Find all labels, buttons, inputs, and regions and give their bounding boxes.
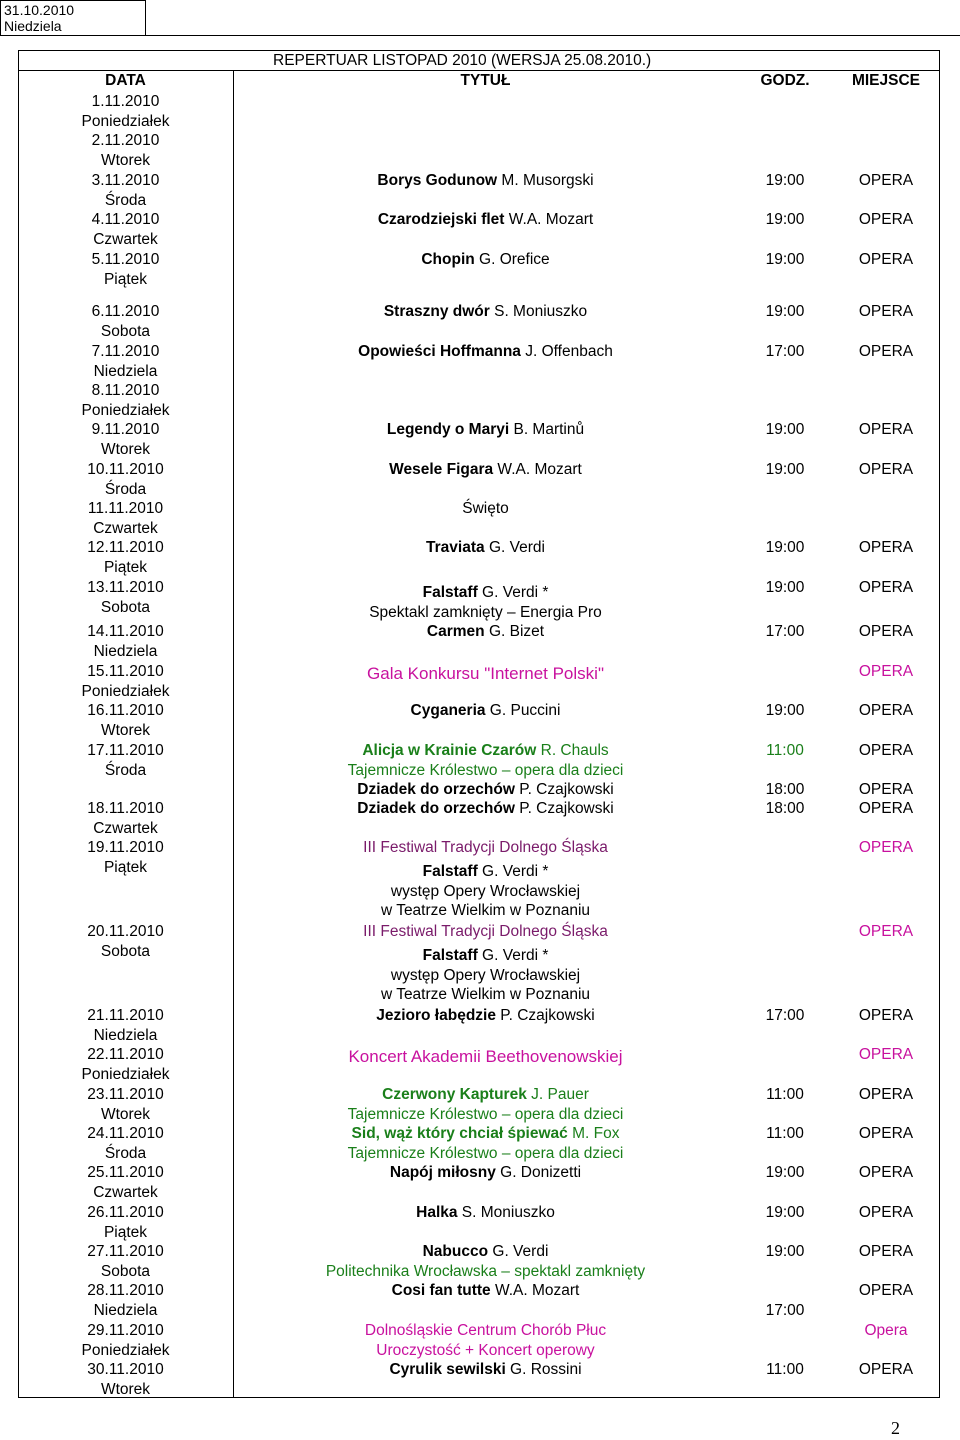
- event-title-name: Cyrulik sewilski: [389, 1361, 506, 1378]
- row-day: Wtorek: [100, 722, 151, 739]
- event-venue: OPERA: [858, 1046, 914, 1063]
- event-time: 17:00: [765, 1302, 805, 1319]
- event-title-composer: J. Offenbach: [520, 343, 613, 360]
- row-date: 22.11.2010: [87, 1046, 164, 1063]
- row-day: Niedziela: [93, 1302, 158, 1319]
- event-title-name: Legendy o Maryi: [386, 421, 510, 438]
- event-venue: OPERA: [858, 303, 914, 320]
- event-venue: OPERA: [858, 663, 914, 680]
- row-day: Niedziela: [93, 643, 158, 660]
- event-title-composer: W.A. Mozart: [490, 1282, 580, 1299]
- event-title-composer: G. Bizet: [484, 623, 545, 640]
- event-title-name: Falstaff: [422, 584, 478, 601]
- col-header-date: DATA: [105, 72, 146, 89]
- col-divider: [233, 70, 234, 1398]
- row-day: Wtorek: [100, 1381, 151, 1398]
- row-day: Poniedziałek: [81, 1342, 170, 1359]
- event-venue: OPERA: [858, 251, 914, 268]
- event-title-composer: G. Orefice: [474, 251, 550, 268]
- header-day: Niedziela: [4, 18, 62, 34]
- event-time: 19:00: [765, 1164, 805, 1181]
- event-title: [233, 1085, 738, 1104]
- row-date: 30.11.2010: [87, 1361, 164, 1378]
- row-day: Czwartek: [93, 231, 158, 248]
- event-title-composer: G. Verdi *: [477, 947, 549, 964]
- event-title-name: Cosi fan tutte: [391, 1282, 491, 1299]
- event-time: 19:00: [765, 211, 805, 228]
- event-title-composer: G. Verdi *: [477, 863, 549, 880]
- event-title-composer: S. Moniuszko: [457, 1204, 555, 1221]
- event-title: Święto: [462, 500, 509, 517]
- event-time: 19:00: [765, 172, 805, 189]
- row-date: 16.11.2010: [87, 702, 164, 719]
- event-title: [233, 622, 738, 641]
- event-title-composer: G. Rossini: [505, 1361, 582, 1378]
- row-date: 14.11.2010: [87, 623, 164, 640]
- event-venue: OPERA: [858, 839, 914, 856]
- event-time: 11:00: [766, 742, 804, 759]
- event-title: Dolnośląskie Centrum Chorób Płuc: [364, 1322, 607, 1339]
- event-title-composer: M. Musorgski: [497, 172, 594, 189]
- event-venue: OPERA: [858, 1086, 914, 1103]
- event-title: Gala Konkursu "Internet Polski": [367, 664, 604, 683]
- row-date: 1.11.2010: [91, 93, 160, 110]
- row-date: 24.11.2010: [87, 1125, 164, 1142]
- row-day: Środa: [104, 192, 147, 209]
- event-title: [233, 946, 738, 965]
- event-venue: OPERA: [858, 923, 914, 940]
- row-date: 9.11.2010: [91, 421, 160, 438]
- event-time: 17:00: [765, 623, 805, 640]
- row-date: 20.11.2010: [87, 923, 164, 940]
- row-day: Czwartek: [93, 1184, 158, 1201]
- event-note: Tajemnicze Królestwo – opera dla dzieci: [347, 1106, 624, 1123]
- row-day: Poniedziałek: [81, 113, 170, 130]
- event-title-composer: W.A. Mozart: [504, 211, 594, 228]
- event-title-composer: J. Pauer: [526, 1086, 589, 1103]
- header-date-box: [0, 0, 146, 36]
- row-day: Czwartek: [93, 520, 158, 537]
- event-title-name: Dziadek do orzechów: [357, 800, 515, 817]
- row-date: 17.11.2010: [87, 742, 164, 759]
- event-title: [233, 250, 738, 269]
- event-title-2-composer: P. Czajkowski: [514, 781, 614, 798]
- event-title-composer: W.A. Mozart: [493, 461, 582, 478]
- event-title-name: Straszny dwór: [383, 303, 490, 320]
- event-title-name: Cyganeria: [410, 702, 486, 719]
- event-title-composer: R. Chauls: [536, 742, 609, 759]
- event-title-composer: M. Fox: [567, 1125, 620, 1142]
- event-venue: OPERA: [858, 1204, 914, 1221]
- page-number: 2: [891, 1418, 900, 1438]
- event-title-composer: B. Martinů: [509, 421, 585, 438]
- event-venue: OPERA: [858, 343, 914, 360]
- event-time: 17:00: [765, 1007, 805, 1024]
- event-time: 11:00: [766, 1086, 804, 1103]
- event-title: [233, 1360, 738, 1379]
- event-time: 19:00: [765, 702, 805, 719]
- event-title-composer: G. Donizetti: [495, 1164, 582, 1181]
- row-day: Niedziela: [93, 1027, 158, 1044]
- event-title: [233, 171, 738, 190]
- event-time: 19:00: [765, 421, 805, 438]
- event-time: 19:00: [765, 1243, 805, 1260]
- event-title: [233, 1203, 738, 1222]
- event-note: występ Opery Wrocławskiej: [390, 883, 581, 900]
- event-venue: OPERA: [858, 702, 914, 719]
- festival-label: III Festiwal Tradycji Dolnego Śląska: [363, 923, 608, 940]
- row-day: Piątek: [103, 271, 148, 288]
- event-venue-2: OPERA: [858, 781, 914, 798]
- event-title: [233, 701, 738, 720]
- row-date: 8.11.2010: [91, 382, 160, 399]
- row-date: 11.11.2010: [87, 500, 164, 517]
- event-title: [233, 862, 738, 881]
- event-note: Spektakl zamknięty – Energia Pro: [369, 604, 602, 621]
- event-note: Tajemnicze Królestwo – opera dla dzieci: [347, 1145, 624, 1162]
- event-title: [233, 342, 738, 361]
- event-title-name: Sid, wąż który chciał śpiewać: [351, 1125, 568, 1142]
- event-title: [233, 302, 738, 321]
- row-day: Środa: [104, 762, 147, 779]
- row-date: 7.11.2010: [91, 343, 160, 360]
- event-time: 19:00: [765, 251, 805, 268]
- event-venue: OPERA: [858, 623, 914, 640]
- event-title-name: Nabucco: [422, 1243, 489, 1260]
- row-day: Sobota: [100, 943, 151, 960]
- event-venue: OPERA: [858, 539, 914, 556]
- event-time: 19:00: [765, 303, 805, 320]
- event-venue: OPERA: [858, 1361, 914, 1378]
- event-title-name: Alicja w Krainie Czarów: [362, 742, 537, 759]
- row-day: Piątek: [103, 1224, 148, 1241]
- row-date: 23.11.2010: [87, 1086, 164, 1103]
- row-date: 6.11.2010: [91, 303, 160, 320]
- event-title-name: Carmen: [426, 623, 485, 640]
- event-venue: OPERA: [858, 1282, 914, 1299]
- event-title: [233, 460, 738, 479]
- event-time: 11:00: [766, 1125, 804, 1142]
- row-day: Sobota: [100, 323, 151, 340]
- row-day: Wtorek: [100, 152, 151, 169]
- row-day: Poniedziałek: [81, 402, 170, 419]
- event-title: [233, 420, 738, 439]
- event-venue: OPERA: [858, 1164, 914, 1181]
- event-title: [233, 1281, 738, 1300]
- event-note: Uroczystość + Koncert operowy: [376, 1342, 595, 1359]
- row-date: 26.11.2010: [87, 1204, 164, 1221]
- event-time: 19:00: [765, 579, 805, 596]
- col-header-title: TYTUŁ: [460, 72, 511, 89]
- event-title: Koncert Akademii Beethovenowskiej: [348, 1047, 623, 1066]
- event-venue: OPERA: [858, 800, 914, 817]
- event-venue: OPERA: [858, 421, 914, 438]
- event-title-name: Czarodziejski flet: [377, 211, 505, 228]
- event-note: w Teatrze Wielkim w Poznaniu: [380, 902, 591, 919]
- event-title: [233, 799, 738, 818]
- row-date: 2.11.2010: [91, 132, 160, 149]
- event-time: 19:00: [765, 461, 805, 478]
- event-title-name: Traviata: [426, 539, 485, 556]
- row-date: 19.11.2010: [87, 839, 164, 856]
- event-title-name: Opowieści Hoffmanna: [358, 343, 521, 360]
- row-day: Czwartek: [93, 820, 158, 837]
- row-date: 27.11.2010: [87, 1243, 164, 1260]
- event-venue: OPERA: [858, 1243, 914, 1260]
- event-note: występ Opery Wrocławskiej: [390, 967, 581, 984]
- event-time-2: 18:00: [765, 781, 805, 798]
- event-venue: OPERA: [858, 742, 914, 759]
- event-title-composer: P. Czajkowski: [514, 800, 614, 817]
- header-date: 31.10.2010: [4, 2, 75, 18]
- row-date: 21.11.2010: [87, 1007, 164, 1024]
- row-day: Środa: [104, 1145, 147, 1162]
- event-time: 19:00: [765, 1204, 805, 1221]
- event-venue: Opera: [864, 1322, 908, 1339]
- row-day: Piątek: [103, 559, 148, 576]
- event-venue: OPERA: [858, 211, 914, 228]
- event-title-name: Falstaff: [422, 863, 478, 880]
- event-note: Politechnika Wrocławska – spektakl zamknięty: [325, 1263, 646, 1280]
- row-day: Sobota: [100, 1263, 151, 1280]
- event-venue: OPERA: [858, 1007, 914, 1024]
- row-day: Niedziela: [93, 363, 158, 380]
- row-day: Poniedziałek: [81, 683, 170, 700]
- row-date: 5.11.2010: [91, 251, 160, 268]
- event-time: 11:00: [766, 1361, 804, 1378]
- event-note: w Teatrze Wielkim w Poznaniu: [380, 986, 591, 1003]
- event-note: Tajemnicze Królestwo – opera dla dzieci: [347, 762, 624, 779]
- row-date: 13.11.2010: [87, 579, 164, 596]
- event-venue: OPERA: [858, 172, 914, 189]
- row-date: 15.11.2010: [87, 663, 164, 680]
- event-title-composer: G. Verdi: [484, 539, 545, 556]
- row-day: Środa: [104, 481, 147, 498]
- row-day: Poniedziałek: [81, 1066, 170, 1083]
- event-title-name: Czerwony Kapturek: [382, 1086, 527, 1103]
- event-title-name: Falstaff: [422, 947, 478, 964]
- event-venue: OPERA: [858, 461, 914, 478]
- row-date: 3.11.2010: [91, 172, 160, 189]
- event-title-name: Halka: [416, 1204, 458, 1221]
- col-header-place: MIEJSCE: [851, 72, 921, 89]
- row-date: 10.11.2010: [87, 461, 164, 478]
- row-day: Wtorek: [100, 441, 151, 458]
- event-title-name: Wesele Figara: [389, 461, 494, 478]
- event-title-name: Napój miłosny: [389, 1164, 496, 1181]
- event-title-2: [233, 780, 738, 799]
- event-title: [233, 210, 738, 229]
- event-title: [233, 1006, 738, 1025]
- row-date: 4.11.2010: [91, 211, 160, 228]
- row-date: 18.11.2010: [87, 800, 164, 817]
- event-title: [233, 583, 738, 602]
- col-header-time: GODZ.: [760, 72, 810, 89]
- row-day: Sobota: [100, 599, 151, 616]
- festival-label: III Festiwal Tradycji Dolnego Śląska: [363, 839, 608, 856]
- event-title-name: Borys Godunow: [377, 172, 498, 189]
- event-title: [233, 1242, 738, 1261]
- event-title-2-name: Dziadek do orzechów: [357, 781, 515, 798]
- event-title-composer: G. Verdi *: [477, 584, 549, 601]
- event-time: 18:00: [765, 800, 805, 817]
- row-date: 12.11.2010: [87, 539, 164, 556]
- event-title-composer: S. Moniuszko: [489, 303, 588, 320]
- row-date: 28.11.2010: [87, 1282, 164, 1299]
- row-day: Wtorek: [100, 1106, 151, 1123]
- row-date: 25.11.2010: [87, 1164, 164, 1181]
- event-title: [233, 538, 738, 557]
- event-title-composer: P. Czajkowski: [495, 1007, 595, 1024]
- event-venue: OPERA: [858, 1125, 914, 1142]
- event-title-composer: G. Puccini: [485, 702, 561, 719]
- header-rule: [146, 35, 960, 36]
- event-time: 19:00: [765, 539, 805, 556]
- row-day: Piątek: [103, 859, 148, 876]
- event-title: [233, 741, 738, 760]
- row-date: 29.11.2010: [87, 1322, 164, 1339]
- event-time: 17:00: [765, 343, 805, 360]
- event-title-name: Chopin: [421, 251, 475, 268]
- event-title: [233, 1163, 738, 1182]
- event-title-composer: G. Verdi: [488, 1243, 549, 1260]
- event-venue: OPERA: [858, 579, 914, 596]
- event-title: [233, 1124, 738, 1143]
- event-title-name: Jezioro łabędzie: [376, 1007, 496, 1024]
- table-title: REPERTUAR LISTOPAD 2010 (WERSJA 25.08.2010.): [273, 52, 652, 69]
